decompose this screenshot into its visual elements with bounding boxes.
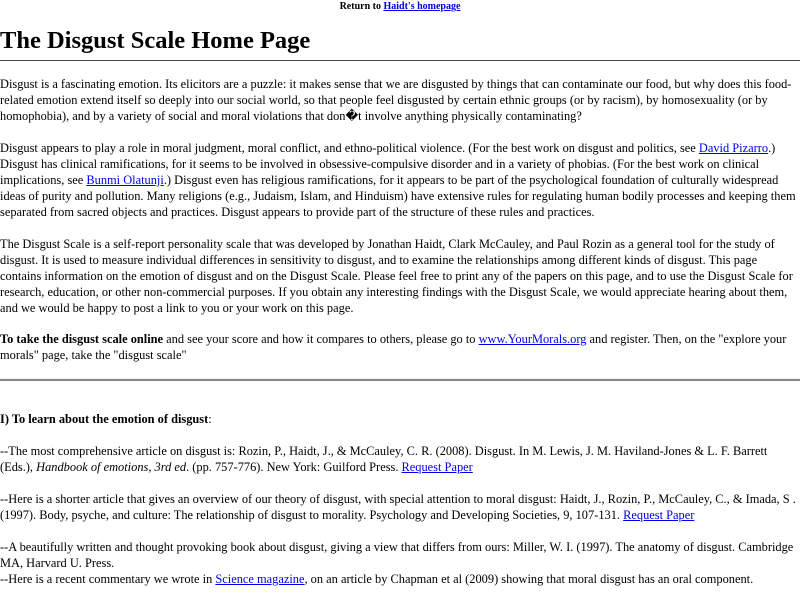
david-pizarro-link[interactable]: David Pizarro [698,141,769,155]
yourmorals-link[interactable]: www.YourMorals.org [478,332,587,346]
reference-1-text-1: --The most comprehensive article on disgust is: Rozin, P., Haidt, J., & McCauley, C. R. (2008). Disgust. In M. Lewis, J. M. Haviland-Jones & L. F. Barrett (Eds.), [0,444,768,474]
reference-3-text: --A beautifully written and thought provoking book about disgust, giving a view that differs from ours: Miller, W. I. (1997). The anatomy of disgust. Cambridge MA, Harvard U. Press. [0,540,794,570]
intro-paragraph-3: The Disgust Scale is a self-report personality scale that was developed by Jonathan Haidt, Clark McCauley, and Paul Rozin as a general tool for the study of disgust. It is used to measure individual differences in sensitivity to disgust, and to examine the relationships among different kinds of disgust. This page contains information on the emotion of disgust and on the Disgust Scale. Please feel free to print any of the papers on this page, and to use the Disgust Scale for research, education, or other non-commercial purposes. If you obtain any interesting findings with the Disgust Scale, we would appreciate hearing about them, and we would be happy to post a link to you or your work on this page. [0,237,793,315]
top-navigation [0,1,800,13]
intro-p2-text-1: Disgust appears to play a role in moral judgment, moral conflict, and ethno-political violence. (For the best work on disgust and politics, see [0,141,699,155]
science-magazine-link[interactable]: Science magazine [215,572,305,586]
reference-4-text-1: --Here is a recent commentary we wrote in [0,572,216,586]
section-1-heading [0,411,800,427]
intro-paragraph-1: Disgust is a fascinating emotion. Its elicitors are a puzzle: it makes sense that we are disgusted by things that can contaminate our food, but why does this food-related emotion extend itself so deeply into our social world, so that people feel disgusted by certain ethnic groups (or by racism), by homosexuality (or by homophobia), and by a variety of social and moral violations that don�t involve anything physically contaminating? [0,77,792,123]
return-to-label: Return to [339,1,384,12]
haidt-homepage-link[interactable]: Haidt's homepage [383,1,461,12]
intro-p4-text-2: and register. Then, on the "explore your morals" page, take the "disgust scale" [0,332,787,362]
reference-item [0,491,800,523]
request-paper-link-2[interactable]: Request Paper [623,508,695,522]
reference-4-text-2: , on an article by Chapman et al (2009) showing that moral disgust has an oral component. [304,572,754,586]
intro-p2-text-2: .) Disgust has clinical ramifications, for it seems to be involved in obsessive-compulsive disorder and in a variety of phobias. (For the best work on clinical implications, see [0,141,776,187]
intro-p2-text-3: .) Disgust even has religious ramifications, for it appears to be part of the psychological foundation of culturally widespread ideas of purity and pollution. Many religions (e.g., Judaism, Islam, and Hinduism) have extensive rules for regulating human bodily processes and keeping them separated from sacred objects and practices. Disgust appears to provide part of the structure of these rules and practices. [0,173,796,219]
section-1-heading-text: I) To learn about the emotion of disgust [0,412,209,426]
section-1-heading-colon: : [208,412,212,426]
intro-paragraph-4 [0,331,800,363]
reference-item [0,443,800,475]
reference-item [0,571,800,587]
bunmi-olatunji-link[interactable]: Bunmi Olatunji [86,173,164,187]
section-divider [0,378,800,381]
title-divider [0,60,800,61]
page-title: The Disgust Scale Home Page [0,27,311,54]
reference-2-text: --Here is a shorter article that gives an overview of our theory of disgust, with special attention to moral disgust: Haidt, J., Rozin, P., McCauley, C., & Imada, S . (1997). Body, psyche, and culture: The relationship of disgust to morality. Psychology and Developing Societies, 9, 107-131. [0,492,796,522]
request-paper-link-1[interactable]: Request Paper [401,460,473,474]
reference-1-text-2: . (pp. 757-776). New York: Guilford Press. [186,460,402,474]
reference-item [0,539,800,571]
take-scale-online-label: To take the disgust scale online [0,332,164,346]
intro-paragraph-2 [0,140,800,220]
reference-1-book-title: Handbook of emotions, 3rd ed [36,460,187,474]
intro-p4-text-1: and see your score and how it compares to others, please go to [163,332,479,346]
